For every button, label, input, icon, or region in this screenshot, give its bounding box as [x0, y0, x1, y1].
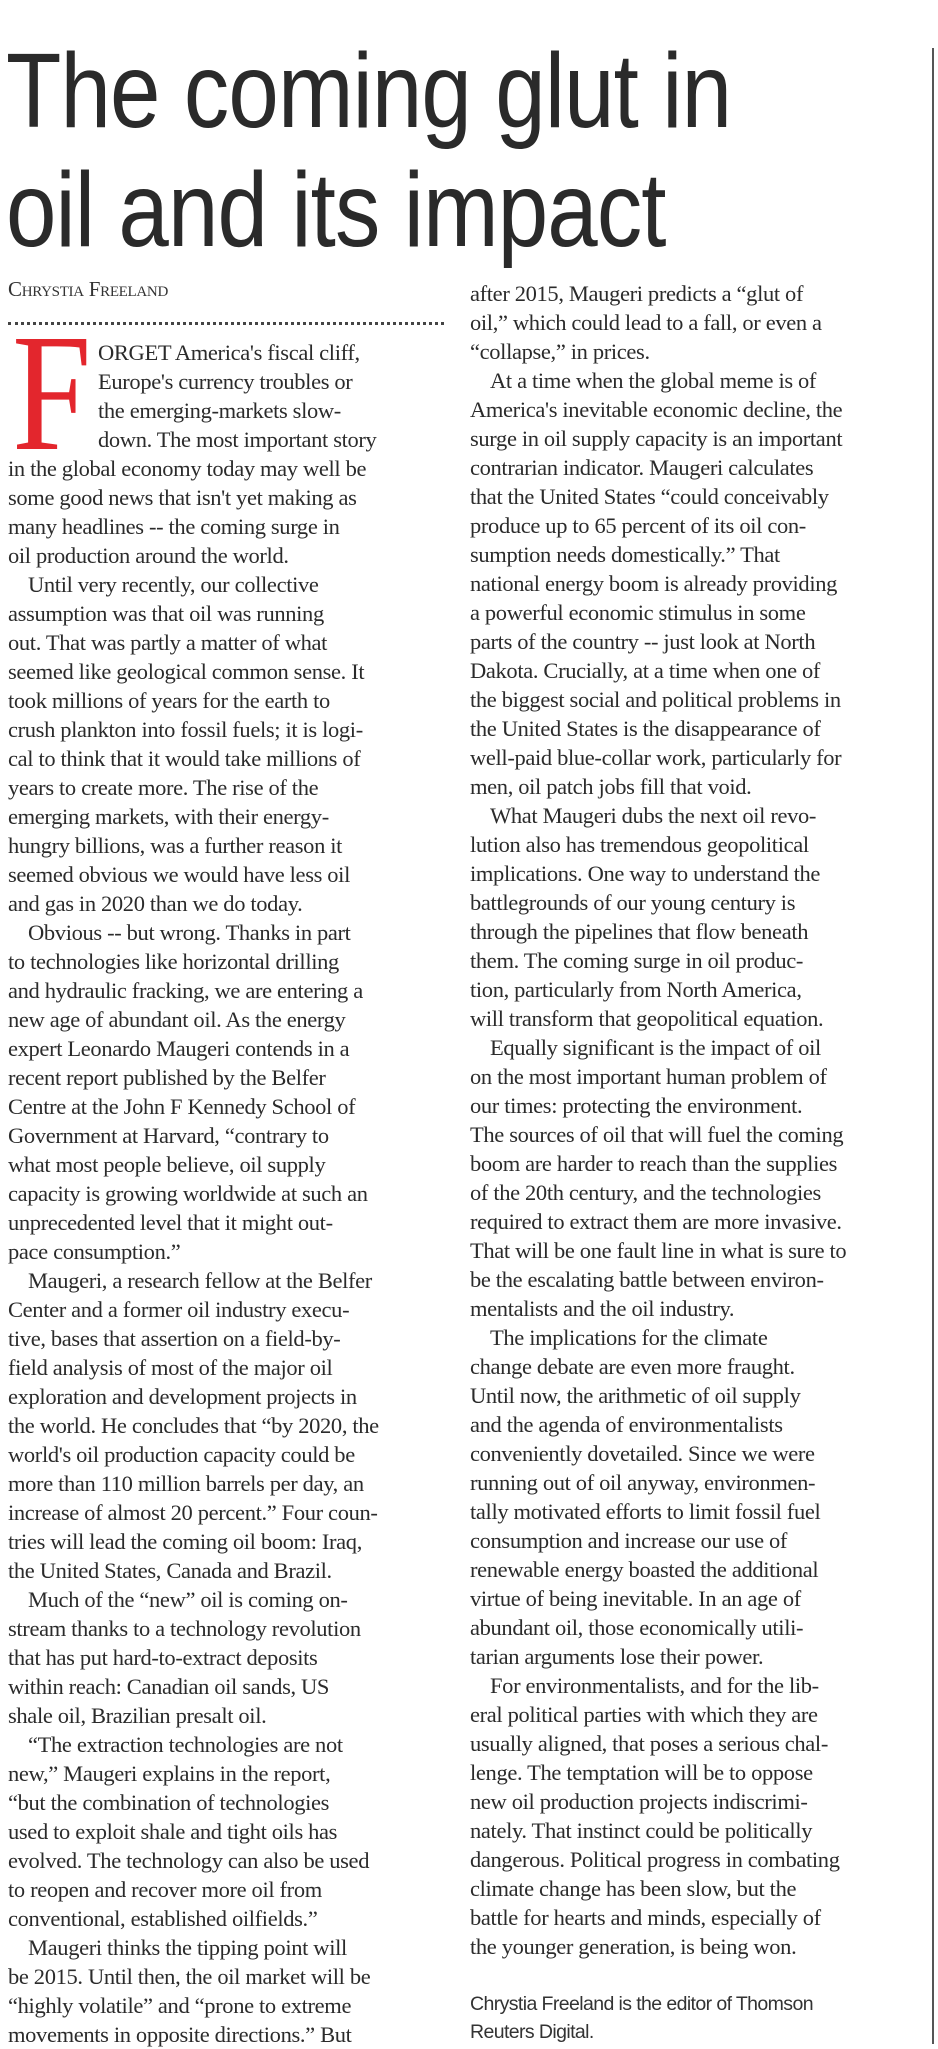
text-line: movements in opposite directions.” But	[8, 2022, 352, 2047]
text-line: assumption was that oil was running	[8, 601, 324, 626]
text-line: national energy boom is already providing	[470, 571, 838, 596]
text-line: Europe's currency troubles or	[98, 369, 353, 394]
paragraph	[8, 338, 448, 570]
text-line: will transform that geopolitical equation.	[470, 1006, 824, 1031]
text-line: America's inevitable economic decline, the	[470, 397, 843, 422]
text-line: abundant oil, those economically utili-	[470, 1615, 804, 1640]
headline-line-1: The coming glut in	[6, 32, 732, 150]
text-line: Much of the “new” oil is coming on-	[28, 1587, 348, 1612]
text-line: new age of abundant oil. As the energy	[8, 1007, 346, 1032]
text-line: some good news that isn't yet making as	[8, 485, 357, 510]
text-line: used to exploit shale and tight oils has	[8, 1819, 338, 1844]
text-line: capacity is growing worldwide at such an	[8, 1181, 368, 1206]
author-note-line: Chrystia Freeland is the editor of Thomson	[470, 1993, 813, 2015]
text-line: seemed obvious we would have less oil	[8, 862, 350, 887]
text-line: world's oil production capacity could be	[8, 1442, 355, 1467]
text-line: our times: protecting the environment.	[470, 1093, 803, 1118]
text-line: Dakota. Crucially, at a time when one of	[470, 658, 821, 683]
text-line: men, oil patch jobs fill that void.	[470, 774, 752, 799]
text-line: and hydraulic fracking, we are entering a	[8, 978, 363, 1003]
text-line: crush plankton into fossil fuels; it is logi-	[8, 717, 363, 742]
text-line: recent report published by the Belfer	[8, 1065, 326, 1090]
text-line: more than 110 million barrels per day, an	[8, 1471, 364, 1496]
paragraph	[8, 1933, 448, 2049]
text-line: hungry billions, was a further reason it	[8, 833, 343, 858]
text-line: took millions of years for the earth to	[8, 688, 330, 713]
text-line: Obvious -- but wrong. Thanks in part	[28, 920, 351, 945]
text-line: within reach: Canadian oil sands, US	[8, 1674, 330, 1699]
text-line: them. The coming surge in oil produc-	[470, 948, 804, 973]
text-line: the emerging-markets slow-	[98, 398, 341, 423]
text-line: be 2015. Until then, the oil market will be	[8, 1964, 371, 1989]
text-line: through the pipelines that flow beneath	[470, 919, 809, 944]
text-line: the younger generation, is being won.	[470, 1934, 797, 1959]
text-line: many headlines -- the coming surge in	[8, 514, 340, 539]
text-line: years to create more. The rise of the	[8, 775, 319, 800]
text-line: renewable energy boasted the additional	[470, 1557, 819, 1582]
text-line: on the most important human problem of	[470, 1064, 827, 1089]
text-line: and gas in 2020 than we do today.	[8, 891, 303, 916]
text-line: The implications for the climate	[490, 1325, 768, 1350]
text-line: tion, particularly from North America,	[470, 977, 802, 1002]
text-line: emerging markets, with their energy-	[8, 804, 329, 829]
text-line: oil,” which could lead to a fall, or even a	[470, 310, 822, 335]
text-line: that has put hard-to-extract deposits	[8, 1645, 318, 1670]
text-line: Until very recently, our collective	[28, 572, 319, 597]
text-line: and the agenda of environmentalists	[470, 1412, 783, 1437]
text-line: “but the combination of technologies	[8, 1790, 330, 1815]
text-line: What Maugeri dubs the next oil revo-	[490, 803, 817, 828]
text-line: usually aligned, that poses a serious chal-	[470, 1731, 828, 1756]
headline-line-2: oil and its impact	[6, 151, 666, 269]
text-line: required to extract them are more invasive.	[470, 1209, 842, 1234]
text-line: stream thanks to a technology revolution	[8, 1616, 361, 1641]
paragraph	[8, 918, 448, 1266]
text-line: the biggest social and political problems in	[470, 687, 841, 712]
text-line: implications. One way to understand the	[470, 861, 821, 886]
text-line: nately. That instinct could be politically	[470, 1818, 813, 1843]
text-line: For environmentalists, and for the lib-	[490, 1673, 819, 1698]
text-line: pace consumption.”	[8, 1239, 181, 1264]
paragraph	[8, 1266, 448, 1585]
text-line: tarian arguments lose their power.	[470, 1644, 764, 1669]
text-line: boom are harder to reach than the supplies	[470, 1151, 838, 1176]
text-line: dangerous. Political progress in combating	[470, 1847, 840, 1872]
text-line: running out of oil anyway, environmen-	[470, 1470, 816, 1495]
text-line: mentalists and the oil industry.	[470, 1296, 735, 1321]
text-line: expert Leonardo Maugeri contends in a	[8, 1036, 350, 1061]
article-column-right	[470, 279, 920, 1961]
text-line: virtue of being inevitable. In an age of	[470, 1586, 801, 1611]
text-line: Government at Harvard, “contrary to	[8, 1123, 329, 1148]
column-divider-rule	[932, 48, 934, 2044]
text-line: lution also has tremendous geopolitical	[470, 832, 809, 857]
text-line: evolved. The technology can also be used	[8, 1848, 370, 1873]
paragraph	[470, 279, 920, 366]
text-line: unprecedented level that it might out-	[8, 1210, 333, 1235]
text-line: conveniently dovetailed. Since we were	[470, 1441, 815, 1466]
paragraph	[8, 570, 448, 918]
text-line: out. That was partly a matter of what	[8, 630, 328, 655]
text-line: tive, bases that assertion on a field-by-	[8, 1326, 341, 1351]
text-line: what most people believe, oil supply	[8, 1152, 326, 1177]
text-line: shale oil, Brazilian presalt oil.	[8, 1703, 267, 1728]
paragraph	[470, 1033, 920, 1323]
drop-cap: F	[12, 300, 92, 486]
text-line: field analysis of most of the major oil	[8, 1355, 333, 1380]
text-line: to technologies like horizontal drilling	[8, 949, 339, 974]
text-line: increase of almost 20 percent.” Four coun-	[8, 1500, 378, 1525]
paragraph	[8, 1585, 448, 1730]
text-line: Centre at the John F Kennedy School of	[8, 1094, 356, 1119]
text-line: battle for hearts and minds, especially of	[470, 1905, 821, 1930]
text-line: produce up to 65 percent of its oil con-	[470, 513, 806, 538]
paragraph	[470, 1323, 920, 1671]
text-line: tally motivated efforts to limit fossil fuel	[470, 1499, 821, 1524]
text-line: Equally significant is the impact of oil	[490, 1035, 821, 1060]
paragraph	[470, 366, 920, 801]
text-line: seemed like geological common sense. It	[8, 659, 365, 684]
text-line: after 2015, Maugeri predicts a “glut of	[470, 281, 804, 306]
text-line: battlegrounds of our young century is	[470, 890, 796, 915]
text-line: in the global economy today may well be	[8, 456, 367, 481]
text-line: a powerful economic stimulus in some	[470, 600, 806, 625]
text-line: be the escalating battle between environ-	[470, 1267, 824, 1292]
text-line: “collapse,” in prices.	[470, 339, 650, 364]
text-line: “The extraction technologies are not	[28, 1732, 343, 1757]
text-line: down. The most important story	[98, 427, 377, 452]
text-line: climate change has been slow, but the	[470, 1876, 797, 1901]
text-line: contrarian indicator. Maugeri calculates	[470, 455, 814, 480]
text-line: the United States is the disappearance of	[470, 716, 821, 741]
text-line: “highly volatile” and “prone to extreme	[8, 1993, 352, 2018]
text-line: new oil production projects indiscrimi-	[470, 1789, 808, 1814]
text-line: that the United States “could conceivably	[470, 484, 829, 509]
text-line: parts of the country -- just look at North	[470, 629, 816, 654]
text-line: tries will lead the coming oil boom: Iraq,	[8, 1529, 362, 1554]
text-line: new,” Maugeri explains in the report,	[8, 1761, 331, 1786]
text-line: the United States, Canada and Brazil.	[8, 1558, 332, 1583]
text-line: of the 20th century, and the technologies	[470, 1180, 821, 1205]
text-line: to reopen and recover more oil from	[8, 1877, 322, 1902]
text-line: eral political parties with which they are	[470, 1702, 818, 1727]
text-line: well-paid blue-collar work, particularly for	[470, 745, 842, 770]
text-line: At a time when the global meme is of	[490, 368, 817, 393]
author-note-line: Reuters Digital.	[470, 2021, 594, 2043]
text-line: The sources of oil that will fuel the coming	[470, 1122, 844, 1147]
text-line: conventional, established oilfields.”	[8, 1906, 318, 1931]
text-line: Maugeri, a research fellow at the Belfer	[28, 1268, 372, 1293]
author-note	[470, 1990, 813, 2046]
text-line: oil production around the world.	[8, 543, 289, 568]
text-line: sumption needs domestically.” That	[470, 542, 780, 567]
byline: Chrystia Freeland	[8, 277, 169, 301]
text-line: exploration and development projects in	[8, 1384, 357, 1409]
text-line: surge in oil supply capacity is an important	[470, 426, 843, 451]
paragraph	[8, 1730, 448, 1933]
text-line: Maugeri thinks the tipping point will	[28, 1935, 347, 1960]
text-line: Until now, the arithmetic of oil supply	[470, 1383, 801, 1408]
text-line: lenge. The temptation will be to oppose	[470, 1760, 813, 1785]
text-line: Center and a former oil industry execu-	[8, 1297, 350, 1322]
text-line: That will be one fault line in what is sure to	[470, 1238, 847, 1263]
text-line: ORGET America's fiscal cliff,	[98, 340, 360, 365]
text-line: cal to think that it would take millions of	[8, 746, 361, 771]
paragraph	[470, 1671, 920, 1961]
article-column-left	[8, 338, 448, 2049]
text-line: change debate are even more fraught.	[470, 1354, 795, 1379]
paragraph	[470, 801, 920, 1033]
text-line: the world. He concludes that “by 2020, the	[8, 1413, 379, 1438]
text-line: consumption and increase our use of	[470, 1528, 788, 1553]
